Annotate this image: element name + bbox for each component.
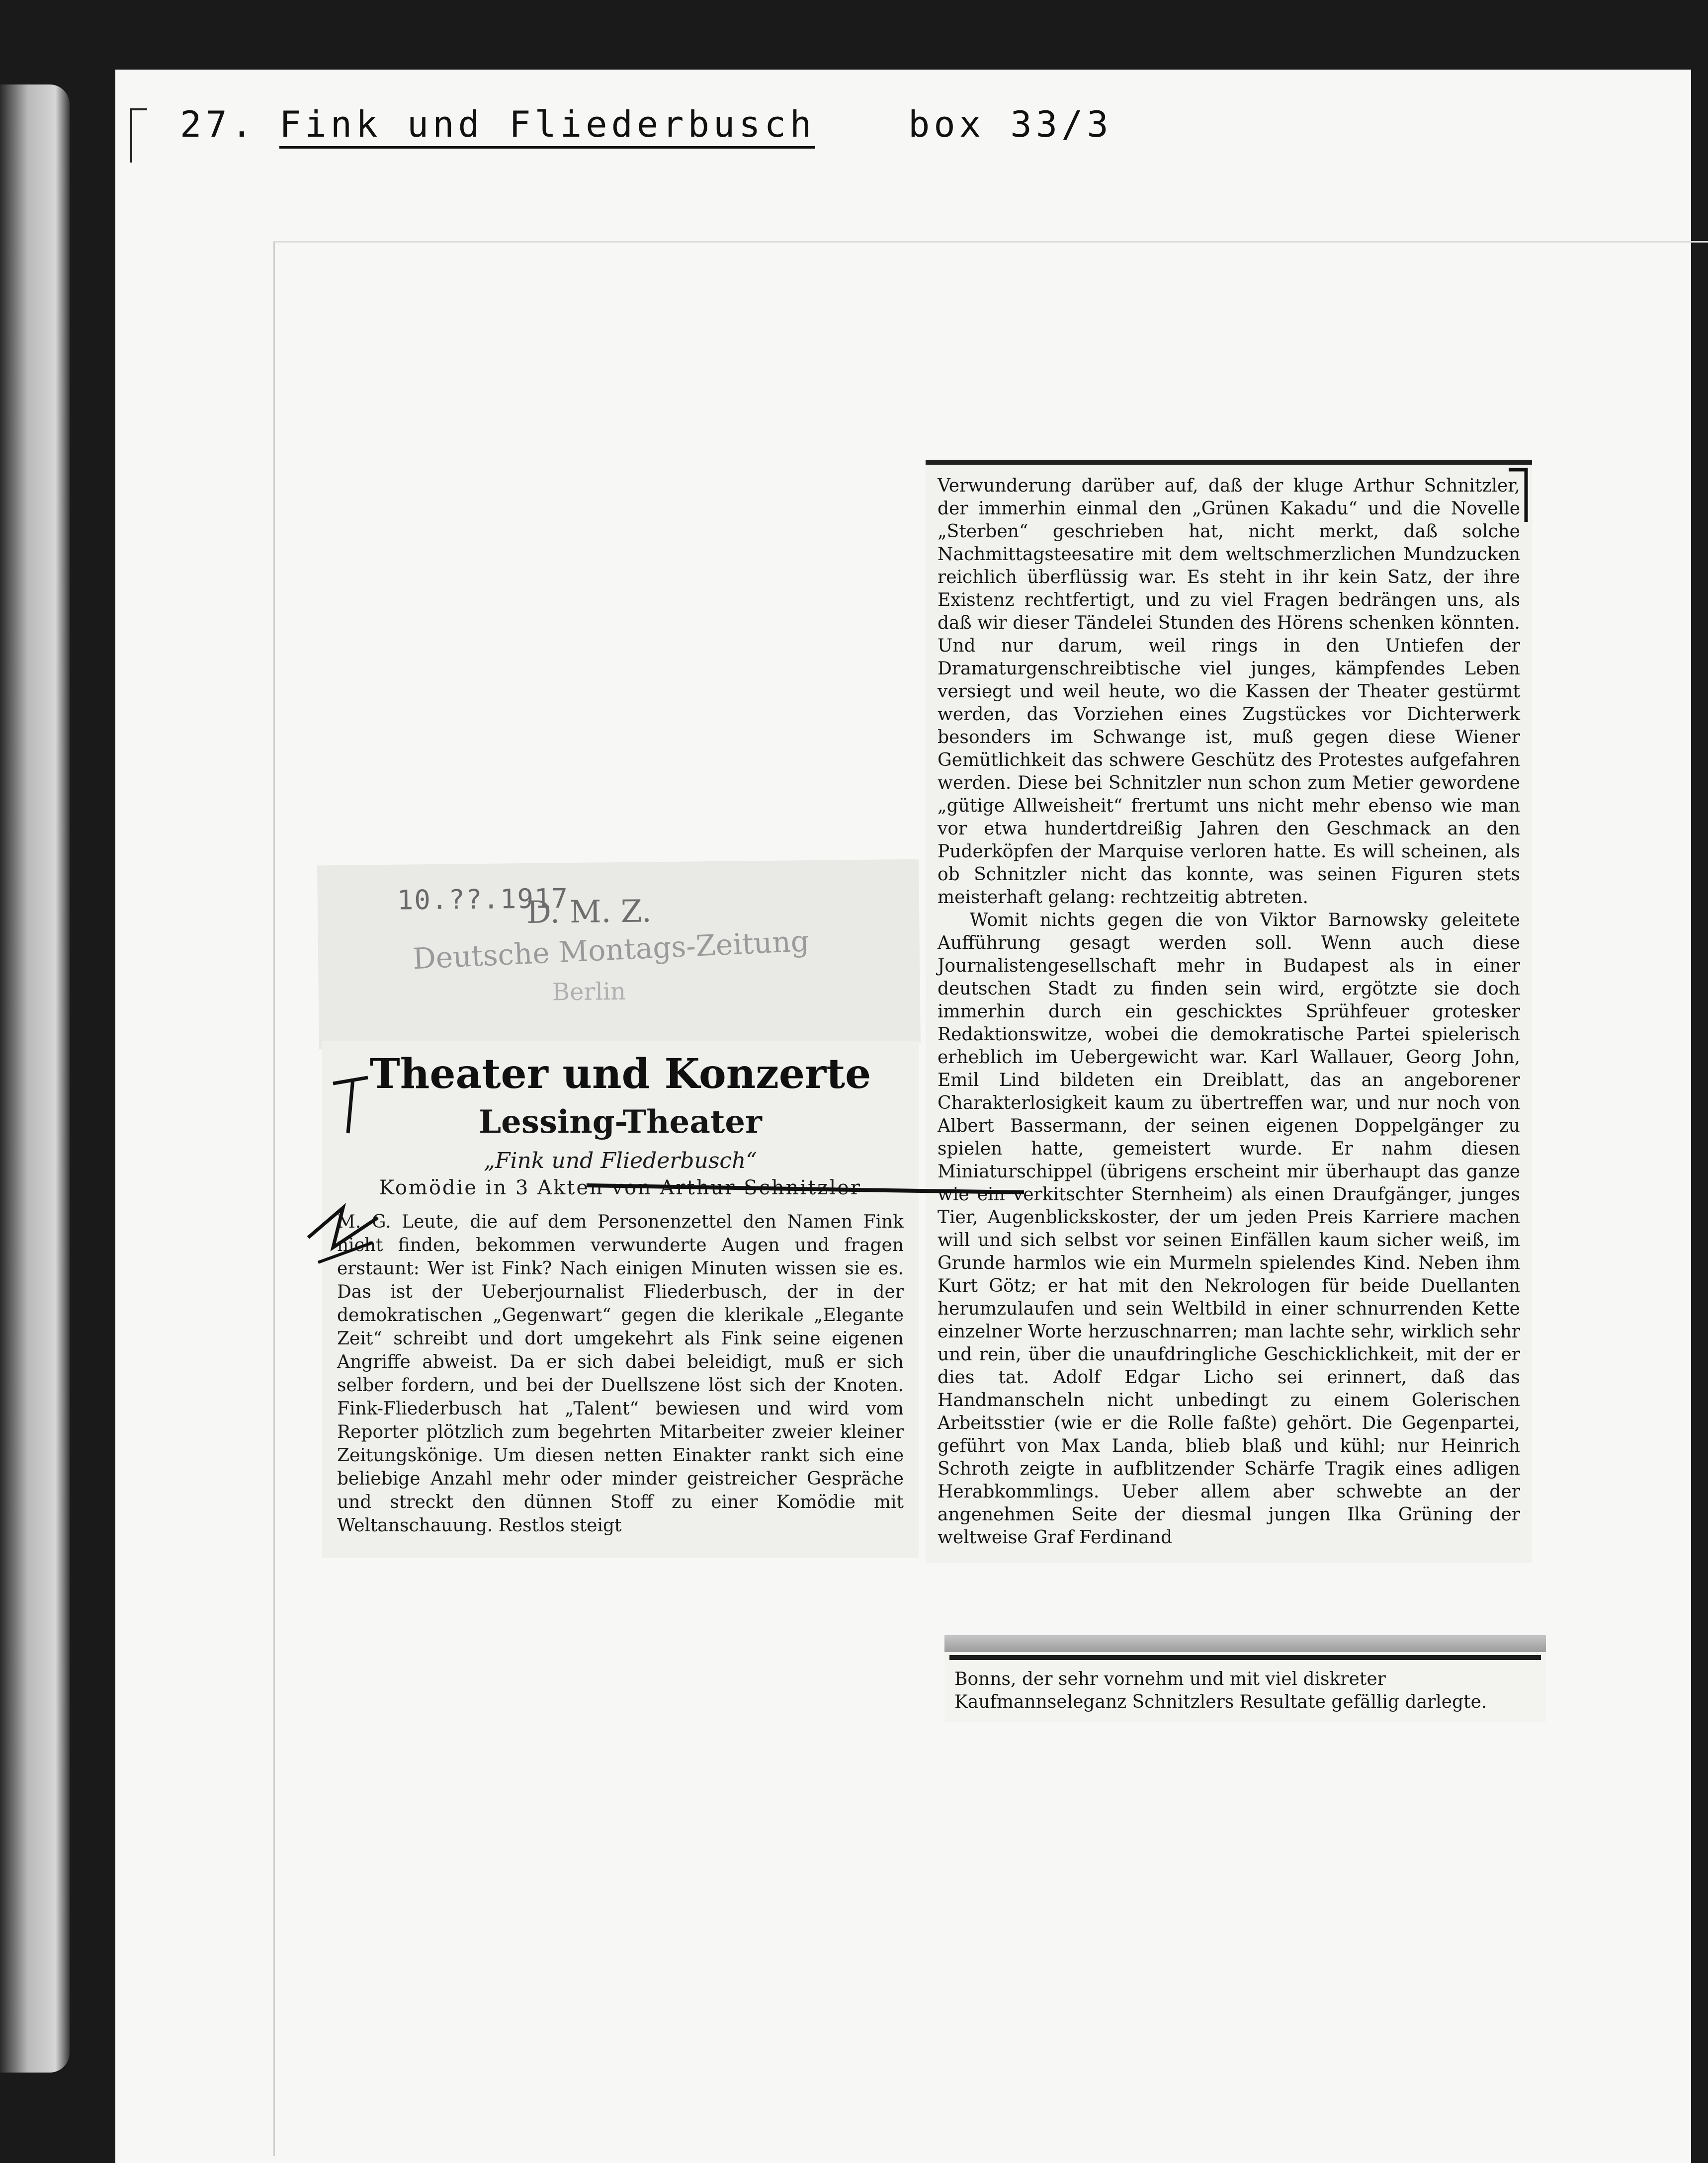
stamp-paper-abbrev: D. M. Z. xyxy=(526,893,652,930)
play-subtitle: Komödie in 3 Akten von Arthur Schnitzler xyxy=(379,1176,861,1199)
folder-title: Fink und Fliederbusch xyxy=(279,103,815,149)
review-text-right xyxy=(938,475,1520,1549)
corner-bracket-mark xyxy=(130,108,147,163)
review-clipping-left xyxy=(322,1041,919,1558)
review-paragraph: Verwunderung darüber auf, daß der kluge Arthur Schnitzler, der immerhin einmal den „Grünen Kakadu“ und die Novelle „Sterben“ geschrieben hat, nicht merkt, daß solche Nachmittagsteesatire mit dem weltschmerzlichen Mundzucken reichlich überflüssig war. Es steht in ihr kein Satz, der ihre Existenz rechtfertigt, und zu viel Fragen bedrängen uns, als daß wir dieser Tändelei Stunden des Hörens schenken könnten. Und nur darum, weil rings in den Untiefen der Dramaturgenschreibtische viel junges, kämpfendes Leben versiegt und weil heute, wo die Kassen der Theater gestürmt werden, das Vorziehen eines Zugstückes vor Dichterwerk besonders im Schwange ist, muß gegen diese Wiener Gemütlichkeit das schwere Geschütz des Protestes aufgefahren werden. Diese bei Schnitzler nun schon zum Metier gewordene „gütige Allweisheit“ frertumt uns nicht mehr ebenso wie man vor etwa hundertdreißig Jahren den Geschmack an den Puderköpfen der Marquise verloren hatte. Es will scheinen, als ob Schnitzler nicht das konnte, was seinen Figuren stets meisterhaft gelang: rechtzeitig abtreten. xyxy=(938,476,1520,908)
pen-mark xyxy=(298,1074,398,1292)
theater-heading: Lessing-Theater xyxy=(479,1103,762,1141)
review-clipping-bottom xyxy=(944,1635,1546,1722)
stamp-date: 10.??.1917 xyxy=(397,883,569,916)
column-rule xyxy=(949,1655,1541,1660)
play-title: „Fink und Fliederbusch“ xyxy=(484,1148,757,1173)
adjacent-page-edge xyxy=(0,84,70,2073)
stamp-city: Berlin xyxy=(552,977,626,1006)
box-label: box 33/3 xyxy=(908,103,1112,145)
pen-bracket-mark xyxy=(1506,467,1536,527)
clipping-service-stamp xyxy=(317,859,921,1050)
review-clipping-right xyxy=(926,460,1532,1563)
review-text-left: M. G. Leute, die auf dem Personenzettel den Namen Fink nicht finden, bekommen verwunderte Augen und fragen erstaunt: Wer ist Fink? Nach einigen Minuten wissen sie es. Das ist der Ueberjournalist Fliederbusch, der in der demokratischen „Gegenwart“ gegen die klerikale „Elegante Zeit“ schreibt und dort umgekehrt als Fink seine eigenen Angriffe abweist. Da er sich dabei beleidigt, muß er sich selber fordern, und bei der Duellszene löst sich der Knoten. Fink-Fliederbusch hat „Talent“ bewiesen und wird vom Reporter plötzlich zum begehrten Mitarbeiter zweier kleiner Zeitungskönige. Um diesen netten Einakter rankt sich eine beliebige Anzahl mehr oder minder geistreicher Gespräche und streckt den dünnen Stoff zu einer Komödie mit Weltanschauung. Restlos steigt xyxy=(337,1212,904,1536)
cut-edge xyxy=(944,1635,1546,1652)
folder-number: 27. xyxy=(180,103,257,145)
pen-underline-mark xyxy=(587,1175,1024,1210)
section-heading: Theater und Konzerte xyxy=(369,1050,871,1098)
review-text-bottom: Bonns, der sehr vornehm und mit viel diskreter Kaufmannseleganz Schnitzlers Resultate gefällig darlegte. xyxy=(954,1669,1487,1712)
review-paragraph: Womit nichts gegen die von Viktor Barnowsky geleitete Aufführung gesagt werden soll. Wenn auch diese Journalistengesellschaft mehr in Budapest als in einer deutschen Stadt zu finden sein wird, ergötzte sie doch immerhin durch ein geschicktes Sprühfeuer grotesker Redaktionswitze, wobei die demokratische Partei spielerisch erheblich im Uebergewicht war. Karl Wallauer, Georg John, Emil Lind bildeten ein Dreiblatt, das an angeborener Charakterlosigkeit kaum zu übertreffen war, und nur noch von Albert Bassermann, der seinen eigenen Doppelgänger zu spielen hatte, gemeistert wurde. Er nahm diesen Miniaturschippel (übrigens erscheint mir überhaupt das ganze wie ein verkitschter Sternheim) als einen Draufgänger, junges Tier, Augenblickskoster, der um jeden Preis Karriere machen will und sich selbst vor seinen Einfällen kaum sicher weiß, im Grunde harmlos wie ein Murmeln spielendes Kind. Neben ihm Kurt Götz; er hat mit den Nekrologen für beide Duellanten herumzulaufen und sein Weltbild in einer schnurrenden Kette einzelner Worte herzuschnarren; man lachte sehr, wirklich sehr und rein, über die unaufdringliche Geschicklichkeit, mit der er dies tat. Adolf Edgar Licho sei erinnert, daß das Handmanscheln nicht unbedingt zu einem Golerischen Arbeitsstier (wie er die Rolle faßte) gehört. Die Gegenpartei, geführt von Max Landa, blieb blaß und kühl; nur Heinrich Schroth zeigte in aufblitzender Schärfe Tragik eines adligen Herabkommlings. Ueber allem aber schwebte an der angenehmen Seite der diesmal jungen Ilka Grüning der weltweise Graf Ferdinand xyxy=(938,910,1520,1548)
stamp-paper-name: Deutsche Montags-Zeitung xyxy=(412,924,810,976)
